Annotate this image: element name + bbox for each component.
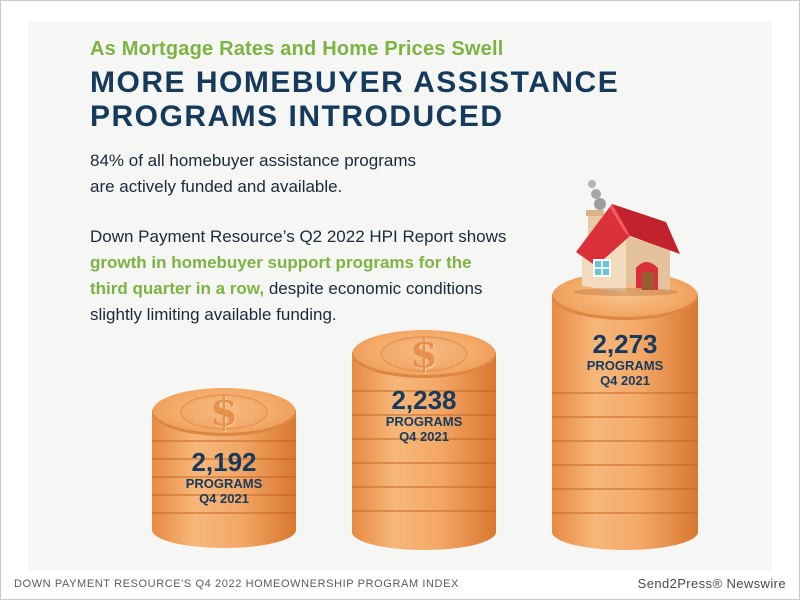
coin-stack-body xyxy=(352,352,496,550)
headline-line-2: PROGRAMS INTRODUCED xyxy=(90,100,504,133)
headline xyxy=(90,66,619,134)
count-value: 2,273 xyxy=(592,329,658,359)
stat-line-1: 84% of all homebuyer assistance programs xyxy=(90,151,416,170)
count-label: PROGRAMS xyxy=(385,414,463,429)
footer-caption: DOWN PAYMENT RESOURCE'S Q4 2022 HOMEOWNERSHIP PROGRAM INDEX xyxy=(14,578,459,590)
report-highlight-1: growth in homebuyer support programs for the xyxy=(90,253,472,272)
report-line-4: slightly limiting available funding. xyxy=(90,305,337,324)
headline-line-1: MORE HOMEBUYER ASSISTANCE xyxy=(90,66,620,99)
footer-credit: Send2Press® Newswire xyxy=(637,576,786,591)
report-paragraph xyxy=(90,224,510,328)
stat-line-2: are actively funded and available. xyxy=(90,177,343,196)
coin-stack-1 xyxy=(152,388,296,548)
count-label: PROGRAMS xyxy=(185,476,263,491)
count-label: PROGRAMS xyxy=(586,358,664,373)
count-value: 2,192 xyxy=(191,447,257,477)
house-icon xyxy=(566,176,686,296)
report-highlight-2: third quarter in a row, xyxy=(90,279,265,298)
dollar-icon: $ xyxy=(210,388,238,435)
coin-stack-2 xyxy=(352,330,496,550)
count-period: Q4 2021 xyxy=(399,429,449,444)
dollar-icon: $ xyxy=(410,330,438,377)
program-count-1 xyxy=(152,448,296,506)
subtitle: As Mortgage Rates and Home Prices Swell xyxy=(90,38,504,60)
count-period: Q4 2021 xyxy=(199,491,249,506)
program-count-3 xyxy=(552,330,698,388)
stat-paragraph xyxy=(90,148,450,200)
count-value: 2,238 xyxy=(391,385,457,415)
count-period: Q4 2021 xyxy=(600,373,650,388)
coin-stack-3 xyxy=(552,272,698,550)
report-line-1: Down Payment Resource’s Q2 2022 HPI Report shows xyxy=(90,227,507,246)
program-count-2 xyxy=(352,386,496,444)
report-line-3-rest: despite economic conditions xyxy=(264,279,483,298)
